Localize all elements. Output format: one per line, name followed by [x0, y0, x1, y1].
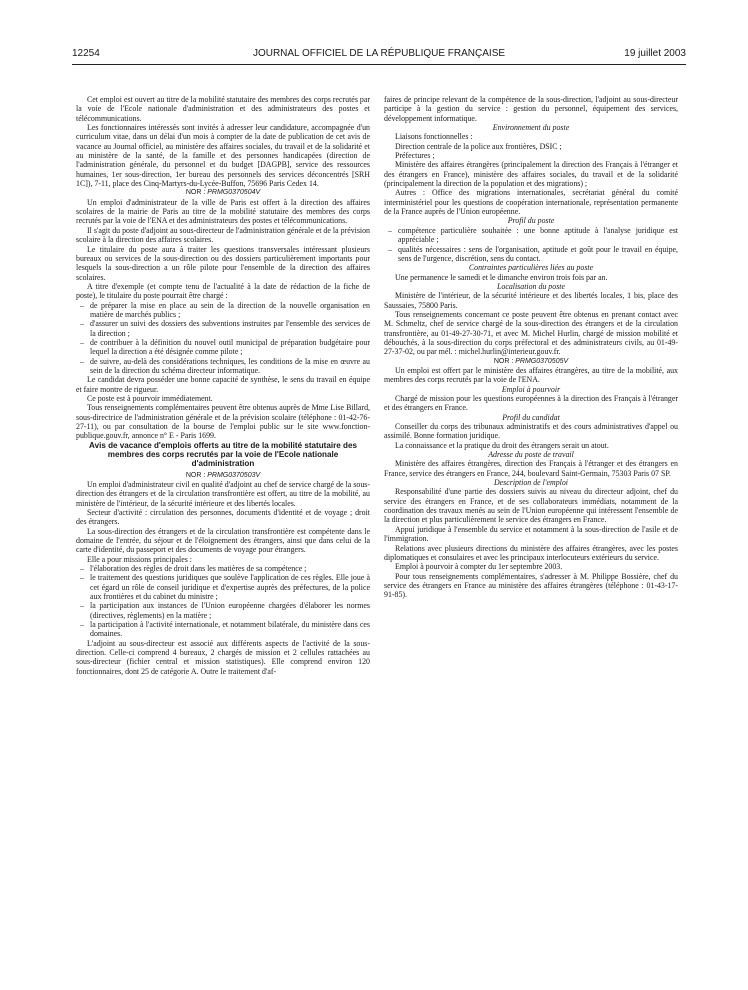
subheading: Contraintes particulières liées au poste — [468, 263, 594, 273]
nor-reference: NOR : PRMG0370505V — [493, 357, 569, 365]
subheading: Description de l'emploi — [493, 478, 568, 488]
right-column — [384, 95, 678, 600]
list-item: – l'élaboration des règles de droit dans les matières de sa compétence ; — [76, 564, 370, 573]
paragraph: Ce poste est à pourvoir immédiatement. — [87, 394, 213, 403]
paragraph: Emploi à pourvoir à compter du 1er septembre 2003. — [395, 562, 563, 572]
paragraph: Relations avec plusieurs directions du ministère des affaires étrangères, avec les postes diplomatiques et consulaires et avec les principaux interlocuteurs extérieurs du service. — [384, 543, 678, 562]
paragraph: Préfectures ; — [395, 151, 435, 161]
list-item: – de suivre, au-delà des considérations techniques, les conditions de la mise en œuvre au sein de la direction du schéma directeur informatique. — [76, 357, 370, 376]
paragraph: Il s'agit du poste d'adjoint au sous-directeur de l'administration générale et de la prévision scolaire à la direction des affaires scolaires. — [76, 225, 370, 245]
paragraph: Un emploi est offert par le ministère des affaires étrangères, au titre de la mobilité, aux membres des corps recrutés par la voie de l'ENA. — [384, 365, 678, 385]
list-item: – d'assurer un suivi des dossiers des subventions instruites par l'ensemble des services de la direction ; — [76, 319, 370, 338]
paragraph: Conseiller du corps des tribunaux administratifs et des cours administratives d'appel ou assimilé. Bonne formation juridique. — [384, 422, 678, 441]
paragraph: A titre d'exemple (et compte tenu de l'actualité à la date de rédaction de la fiche de poste), le titulaire du poste pourrait être chargé : — [76, 281, 370, 301]
subheading: Localisation du poste — [497, 281, 565, 291]
left-column — [76, 95, 370, 676]
paragraph: Le titulaire du poste aura à traiter les questions transversales intéressant plusieurs bureaux ou services de la sous-direction ou des dossiers particulièrement importants pour lesquels la sous-direction a un rôle pilote pour l'ensemble de la direction des affaires scolaires. — [76, 244, 370, 282]
paragraph: Une permanence le samedi et le dimanche environ trois fois par an. — [395, 272, 608, 282]
subheading: Adresse du poste de travail — [488, 450, 574, 460]
task-list — [76, 301, 370, 376]
paragraph: Tous renseignements concernant ce poste peuvent être obtenus en prenant contact avec M. Schmeltz, chef de service chargé de la sous-direction des étrangers et de la circulation transfrontière, au 01-49-27-30-71, et avec M. Michel Hurlin, chargé de mission mobilité et débouchés, à la sous-direction du corps préfectoral et des administrateurs civils, au 01-49-27-37-02, ou par mél. : michel.hurlin@interieur.gouv.fr. — [384, 309, 678, 357]
paragraph: faires de principe relevant de la compétence de la sous-direction, l'adjoint au sous-directeur participe à la gestion du service : gestion du personnel, équipement des services, développement informatique. — [384, 95, 678, 123]
paragraph: Les fonctionnaires intéressés sont invités à adresser leur candidature, accompagnée d'un curriculum vitae, dans un délai d'un mois à compter de la date de publication de cet avis de vacance au Journal officiel, au ministère des affaires sociales, du travail et de la solidarité et au ministère de la santé, de la famille et des personnes handicapées (direction de l'administration générale, du personnel et du budget [DAGPB], service des ressources humaines, 1er sous-direction, 1er bureau des personnels des services déconcentrés [SRH 1C]), 7-11, place des Cinq-Martyrs-du-Lycée-Buffon, 75696 Paris Cedex 14. — [76, 123, 370, 189]
issue-date: 19 juillet 2003 — [624, 48, 686, 59]
paragraph: Liaisons fonctionnelles : — [395, 132, 473, 142]
journal-title: JOURNAL OFFICIEL DE LA RÉPUBLIQUE FRANÇAISE — [252, 48, 506, 59]
profile-list — [384, 226, 678, 263]
paragraph: Tous renseignements complémentaires peuvent être obtenus auprès de Mme Lise Billard, sous-directrice de l'administration générale et de la prévision scolaire (téléphone : 01-42-76-27-11), ou par consultation de la bourse de l'emploi public sur le site www.fonction-publique.gouv.fr, annonce n° E - Paris 1699. — [76, 403, 370, 441]
paragraph: Chargé de mission pour les questions européennes à la direction des Français à l'étranger et des étrangers en France. — [384, 394, 678, 413]
paragraph: Ministère des affaires étrangères, direction des Français à l'étranger et des étrangers en France, service des étrangers en France, 244, boulevard Saint-Germain, 75303 Paris 07 SP. — [384, 459, 678, 478]
page-header — [72, 48, 686, 62]
header-rule — [72, 64, 686, 65]
paragraph: Ministère des affaires étrangères (principalement la direction des Français à l'étranger et des étrangers en France), ministère des affaires sociales, du travail et de la solidarité (principalement la direction de la population et des migrations) ; — [384, 160, 678, 189]
paragraph: La connaissance et la pratique du droit des étrangers serait un atout. — [395, 440, 609, 450]
list-item: – compétence particulière souhaitée : une bonne aptitude à l'analyse juridique est appréciable ; — [384, 226, 678, 245]
paragraph: Un emploi d'administrateur civil en qualité d'adjoint au chef de service chargé de la sous-direction des étrangers et de la circulation transfrontière est offert, au titre de la mobilité, au ministère de l'intérieur, de la sécurité intérieure et des libertés locales. — [76, 479, 370, 508]
paragraph: Le candidat devra posséder une bonne capacité de synthèse, le sens du travail en équipe et faire montre de rigueur. — [76, 375, 370, 394]
list-item: – de préparer la mise en place au sein de la direction de la nouvelle organisation en matière de marchés publics ; — [76, 301, 370, 320]
list-item: – qualités nécessaires : sens de l'organisation, aptitude et goût pour le travail en équipe, sens de l'urgence, discrétion, sens du contact. — [384, 245, 678, 264]
paragraph: Secteur d'activité : circulation des personnes, documents d'identité et de voyage ; droit des étrangers. — [76, 507, 370, 527]
paragraph: Direction centrale de la police aux frontières, DSIC ; — [395, 141, 562, 151]
paragraph: Elle a pour missions principales : — [87, 554, 192, 564]
subheading: Environnement du poste — [492, 123, 570, 133]
section-title: Avis de vacance d'emplois offerts au titre de la mobilité statutaire des membres des corps recrutés par la voie de l'Ecole nationale d'administration — [89, 440, 357, 469]
paragraph: Autres : Office des migrations internationales, secrétariat général du comité interministériel pour les questions de coopération internationale, représentation permanente de la France auprès de l'Union européenne. — [384, 188, 678, 217]
subheading: Emploi à pourvoir — [501, 384, 561, 394]
list-item: – de contribuer à la définition du nouvel outil municipal de préparation budgétaire pour lequel la direction a été désignée comme pilote ; — [76, 338, 370, 357]
list-item: – la participation aux instances de l'Union européenne chargées d'élaborer les normes (directives, règlements) en la matière ; — [76, 601, 370, 620]
paragraph: La sous-direction des étrangers et de la circulation transfrontière est compétente dans le domaine de l'entrée, du séjour et de l'éloignement des étrangers, ainsi que dans celui de la carte d'identité, du passeport et des documents de voyage pour étrangers. — [76, 526, 370, 555]
missions-list — [76, 564, 370, 639]
paragraph: Ministère de l'intérieur, de la sécurité intérieure et des libertés locales, 1 bis, place des Saussaies, 75800 Paris. — [384, 291, 678, 310]
nor-reference: NOR : PRMG0370503V — [185, 471, 261, 479]
paragraph: Pour tous renseignements complémentaires, s'adresser à M. Philippe Bossière, chef du service des étrangers en France au ministère des affaires étrangères (téléphone : 01-43-17-91-85). — [384, 571, 678, 600]
paragraph: L'adjoint au sous-directeur est associé aux différents aspects de l'activité de la sous-direction. Celle-ci comprend 4 bureaux, 2 chargés de mission et 2 cellules rattachées au sous-directeur (fichier central et mission statistiques). Elle comprend environ 120 fonctionnaires, dont 25 de catégorie A. Outre le traitement d'af- — [76, 638, 370, 676]
page-number: 12254 — [72, 48, 100, 59]
paragraph: Cet emploi est ouvert au titre de la mobilité statutaire des membres des corps recrutés par la voie de l'Ecole nationale d'administration et des administrateurs des postes et télécommunications. — [76, 95, 370, 123]
paragraph: Un emploi d'administrateur de la ville de Paris est offert à la direction des affaires scolaires de la mairie de Paris au titre de la mobilité statutaire des membres des corps recrutés par la voie de l'ENA et des administrateurs des postes et télécommunications. — [76, 197, 370, 226]
list-item: – la participation à l'activité internationale, et notamment bilatérale, du ministère dans ces domaines. — [76, 620, 370, 639]
subheading: Profil du poste — [507, 216, 555, 226]
paragraph: Responsabilité d'une partie des dossiers suivis au niveau du directeur adjoint, chef du service des étrangers en France, et de ses collaborateurs immédiats, notamment de la coordination des travaux menés au sein de l'Union européenne qui intéressent l'ensemble de la direction et plus particulièrement le service des étrangers en France. — [384, 487, 678, 525]
paragraph: Appui juridique à l'ensemble du service et notamment à la sous-direction de l'asile et de l'immigration. — [384, 524, 678, 544]
subheading: Profil du candidat — [502, 412, 560, 422]
list-item: – le traitement des questions juridiques que soulève l'application de ces règles. Elle joue à cet égard un rôle de conseil juridique et d'expertise auprès des préfectures, de la police aux frontières et du cabinet du ministre ; — [76, 573, 370, 601]
nor-reference: NOR : PRMG0370504V — [185, 189, 261, 197]
